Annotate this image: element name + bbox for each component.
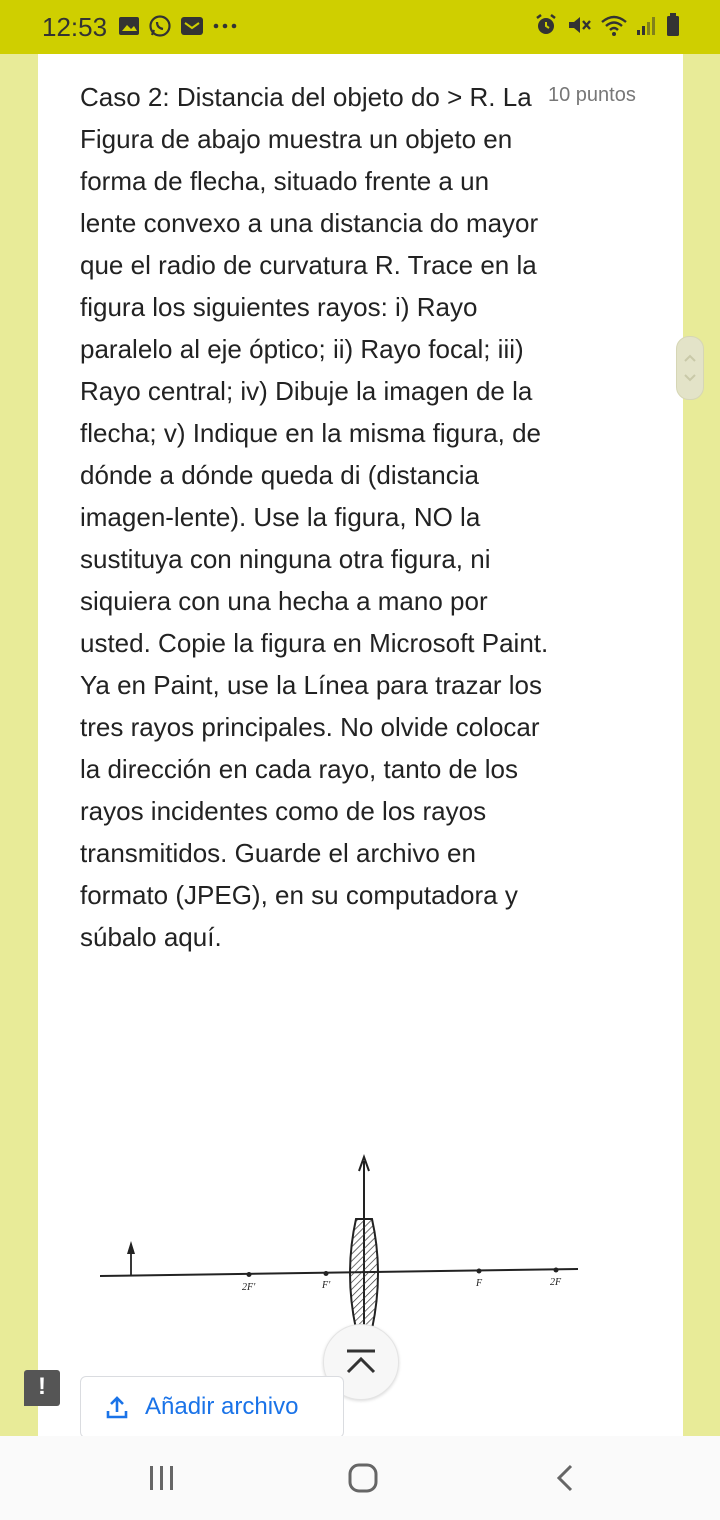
label-2f: 2F <box>550 1277 562 1288</box>
recents-button[interactable] <box>142 1458 182 1498</box>
label-f-prime: F' <box>322 1280 331 1291</box>
status-left-icons <box>118 14 238 38</box>
status-right-icons <box>534 13 680 37</box>
image-icon <box>118 16 140 36</box>
navigation-bar <box>0 1436 720 1520</box>
home-button[interactable] <box>343 1458 383 1498</box>
point-f <box>477 1269 482 1274</box>
alarm-icon <box>534 13 558 37</box>
scrollbar-thumb[interactable] <box>676 336 704 400</box>
question-card <box>38 54 683 1436</box>
add-file-label: Añadir archivo <box>145 1393 299 1420</box>
home-icon <box>347 1462 379 1494</box>
signal-icon <box>636 14 658 36</box>
status-bar <box>0 0 720 54</box>
object-arrowhead <box>127 1241 135 1254</box>
recents-icon <box>147 1464 177 1492</box>
scroll-up-icon <box>344 1348 378 1376</box>
back-button[interactable] <box>545 1458 585 1498</box>
back-icon <box>554 1463 576 1493</box>
question-text: Caso 2: Distancia del objeto do > R. La Figura de abajo muestra un objeto en forma de flecha, situado frente a un lente convexo a una distancia do mayor que el radio de curvatura R. Trace en la figura los siguientes rayos: i) Rayo paralelo al eje óptico; ii) Rayo focal; iii) Rayo central; iv) Dibuje la imagen de la flecha; v) Indique en la misma figura, de dónde a dónde queda di (distancia imagen-lente). Use la figura, NO la sustituya con ninguna otra figura, ni siquiera con una hecha a mano por usted. Copie la figura en Microsoft Paint. Ya en Paint, use la Línea para trazar los tres rayos principales. No olvide colocar la dirección en cada rayo, tanto de los rayos incidentes como de los rayos transmitidos. Guarde el archivo en formato (JPEG), en su computadora y súbalo aquí. <box>80 82 549 952</box>
convex-lens <box>350 1219 378 1329</box>
battery-icon <box>666 13 680 37</box>
point-2f-prime <box>247 1272 252 1277</box>
points-label: 10 puntos <box>548 84 636 106</box>
point-2f <box>554 1268 559 1273</box>
lens-figure <box>96 1099 586 1339</box>
wifi-icon <box>600 13 628 37</box>
mute-icon <box>566 13 592 37</box>
label-2f-prime: 2F' <box>242 1282 256 1293</box>
status-time: 12:53 <box>42 12 108 42</box>
add-file-button[interactable] <box>80 1376 344 1438</box>
chevron-up-down-icon <box>677 337 703 399</box>
whatsapp-icon <box>148 14 172 38</box>
optical-axis <box>100 1269 578 1276</box>
upload-icon <box>105 1394 129 1420</box>
mail-icon <box>180 15 204 37</box>
label-f: F <box>476 1278 483 1289</box>
more-icon <box>212 22 238 30</box>
feedback-button[interactable]: ! <box>24 1370 60 1406</box>
point-f-prime <box>324 1271 329 1276</box>
